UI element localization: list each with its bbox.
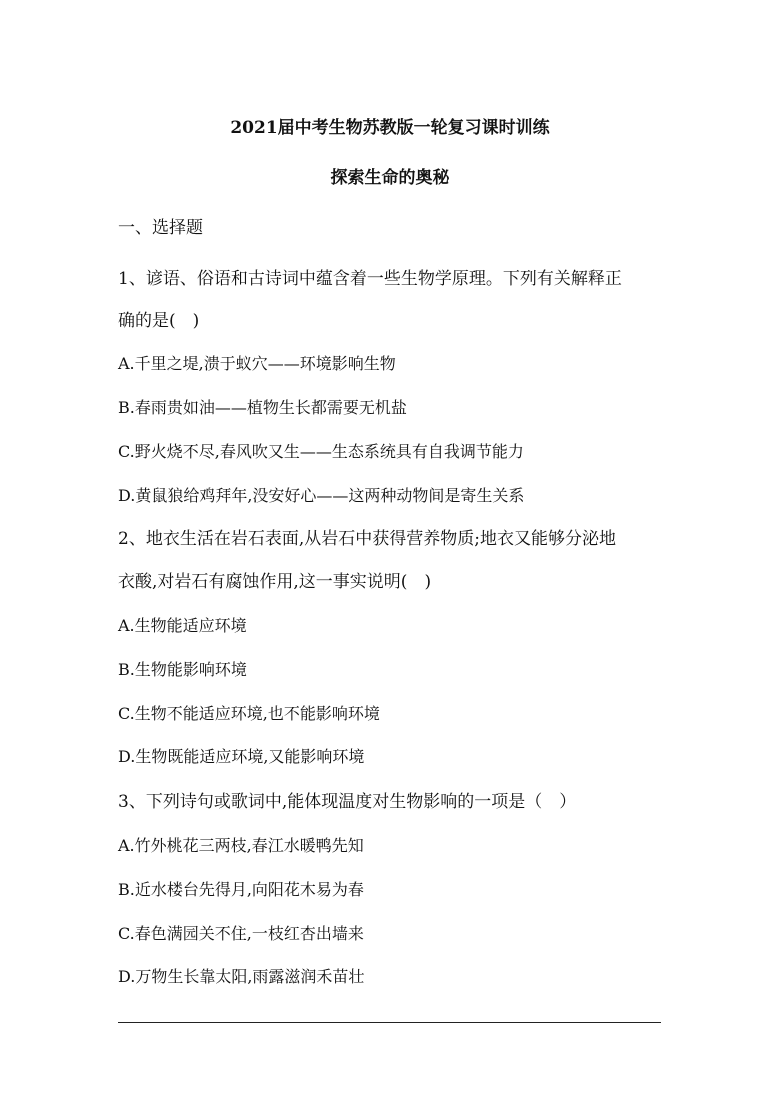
question-2-stem-line-2: 衣酸,对岩石有腐蚀作用,这一事实说明( ) <box>118 572 432 592</box>
question-1-option-a: A.千里之堤,溃于蚁穴——环境影响生物 <box>118 354 396 373</box>
question-3-option-c: C.春色满园关不住,一枝红杏出墙来 <box>118 924 364 943</box>
question-1-stem-line-2: 确的是( ) <box>118 311 200 331</box>
footer-divider <box>118 1022 661 1023</box>
question-2-option-a: A.生物能适应环境 <box>118 616 247 635</box>
section-heading: 一、选择题 <box>118 218 203 238</box>
question-1-option-c: C.野火烧不尽,春风吹又生——生态系统具有自我调节能力 <box>118 442 524 461</box>
question-3-option-b: B.近水楼台先得月,向阳花木易为春 <box>118 880 364 899</box>
question-3-option-a: A.竹外桃花三两枝,春江水暖鸭先知 <box>118 836 364 855</box>
question-2-stem-line-1: 2、地衣生活在岩石表面,从岩石中获得营养物质;地衣又能够分泌地 <box>118 529 616 549</box>
question-1-option-b: B.春雨贵如油——植物生长都需要无机盐 <box>118 398 407 417</box>
question-2-option-b: B.生物能影响环境 <box>118 660 247 679</box>
question-1-stem-line-1: 1、谚语、俗语和古诗词中蕴含着一些生物学原理。下列有关解释正 <box>118 269 622 289</box>
question-1-option-d: D.黄鼠狼给鸡拜年,没安好心——这两种动物间是寄生关系 <box>118 486 525 505</box>
question-3-option-d: D.万物生长靠太阳,雨露滋润禾苗壮 <box>118 967 365 986</box>
document-subtitle: 探索生命的奥秘 <box>330 168 450 188</box>
question-2-option-c: C.生物不能适应环境,也不能影响环境 <box>118 704 380 723</box>
question-3-stem: 3、下列诗句或歌词中,能体现温度对生物影响的一项是（ ） <box>118 792 577 812</box>
question-2-option-d: D.生物既能适应环境,又能影响环境 <box>118 747 365 766</box>
document-title: 2021届中考生物苏教版一轮复习课时训练 <box>230 118 550 138</box>
